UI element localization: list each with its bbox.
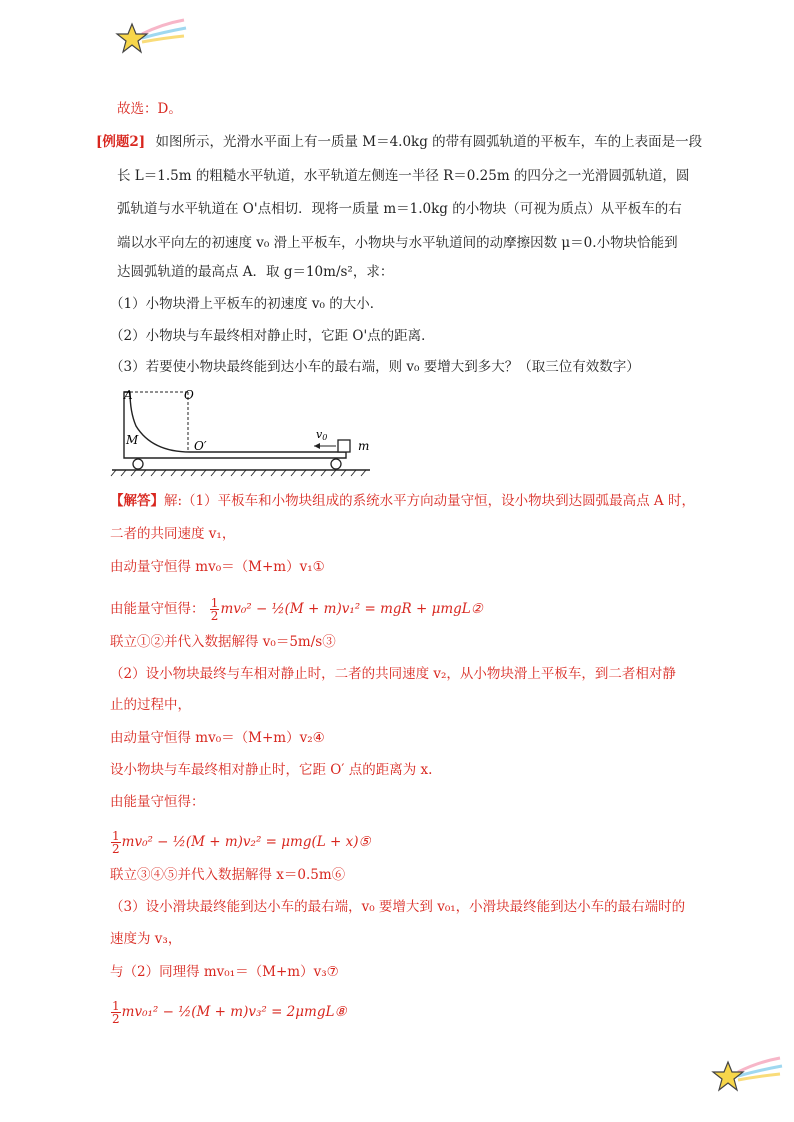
solution-text-line: 由动量守恒得 mv₀＝（M+m）v₁① — [110, 559, 325, 575]
solution-text-line: （2）设小物块最终与车相对静止时，二者的共同速度 v₂，从小物块滑上平板车，到二者相对静 — [110, 666, 676, 682]
solution-text-line: 二者的共同速度 v₁， — [110, 526, 236, 542]
solution-head: 【解答】 — [110, 493, 164, 509]
energy-eq-1 — [110, 597, 483, 622]
solution-text-line: 由能量守恒得： — [110, 794, 205, 810]
formula: mv₀² − ½(M + m)v₂² = μmg(L + x)⑤ — [121, 834, 371, 850]
formula: mv₀₁² − ½(M + m)v₃² = 2μmgL⑧ — [121, 1004, 347, 1020]
solution-text-line: 联立③④⑤并代入数据解得 x＝0.5m⑥ — [110, 867, 346, 883]
question-1: （1）小物块滑上平板车的初速度 v₀ 的大小． — [110, 296, 384, 312]
label-m-block: m — [358, 439, 370, 453]
formula: mv₀² − ½(M + m)v₁² = mgR + μmgL② — [220, 601, 483, 617]
solution-text-line: 与（2）同理得 mv₀₁＝（M+m）v₃⑦ — [110, 964, 339, 980]
block — [338, 440, 350, 452]
problem-text-line: 端以水平向左的初速度 v₀ 滑上平板车，小物块与水平轨道间的动摩擦因数 μ＝0.小物块恰能到 — [117, 235, 678, 251]
label-o-prime: O′ — [194, 439, 207, 453]
half-fraction: $\frac{1}{2}$ — [210, 596, 219, 623]
problem-text-line: 如图所示，光滑水平面上有一质量 M＝4.0kg 的带有圆弧轨道的平板车，车的上表面是一段 — [155, 134, 703, 150]
solution-text-line: 设小物块与车最终相对静止时，它距 O′ 点的距离为 x. — [110, 762, 433, 778]
label-m-cart: M — [126, 433, 139, 447]
energy-eq-3 — [110, 1000, 347, 1025]
shooting-star-icon — [708, 1052, 788, 1098]
cart-diagram — [108, 382, 378, 482]
question-3: （3）若要使小物块最终能到达小车的最右端，则 v₀ 要增大到多大？（取三位有效数字） — [110, 359, 640, 375]
previous-answer: 故选：D。 — [117, 101, 182, 117]
solution-text-line: 解:（1）平板车和小物块组成的系统水平方向动量守恒，设小物块到达圆弧最高点 A 时， — [164, 493, 695, 509]
solution-text-line: 由动量守恒得 mv₀＝（M+m）v₂④ — [110, 730, 325, 746]
solution-text-line: 联立①②并代入数据解得 v₀＝5m/s③ — [110, 634, 336, 650]
eq-prefix: 由能量守恒得： — [110, 601, 205, 617]
question-2: （2）小物块与车最终相对静止时，它距 O'点的距离． — [110, 328, 435, 344]
problem-text-line: 长 L＝1.5m 的粗糙水平轨道，水平轨道左侧连一半径 R＝0.25m 的四分之一光滑圆弧轨道，圆 — [117, 168, 690, 184]
solution-text-line: 速度为 v₃， — [110, 931, 182, 947]
solution-text-line: （3）设小滑块最终能到达小车的最右端，v₀ 要增大到 v₀₁，小滑块最终能到达小车的最右端时的 — [110, 899, 686, 915]
label-v0: v0 — [316, 428, 328, 442]
problem-first-line — [96, 133, 702, 151]
label-a: A — [124, 388, 133, 402]
energy-eq-2 — [110, 830, 371, 855]
problem-text-line: 弧轨道与水平轨道在 O'点相切．现将一质量 m＝1.0kg 的小物块（可视为质点）从平板车的右 — [117, 201, 682, 217]
shooting-star-icon — [112, 14, 192, 60]
problem-text-line: 达圆弧轨道的最高点 A．取 g＝10m/s²，求： — [117, 264, 394, 280]
problem-label: [例题2] — [96, 134, 146, 150]
solution-first-line — [110, 492, 695, 510]
label-o: O — [184, 388, 194, 402]
solution-text-line: 止的过程中， — [110, 697, 191, 713]
half-fraction: $\frac{1}{2}$ — [112, 999, 120, 1026]
half-fraction: $\frac{1}{2}$ — [112, 829, 120, 856]
